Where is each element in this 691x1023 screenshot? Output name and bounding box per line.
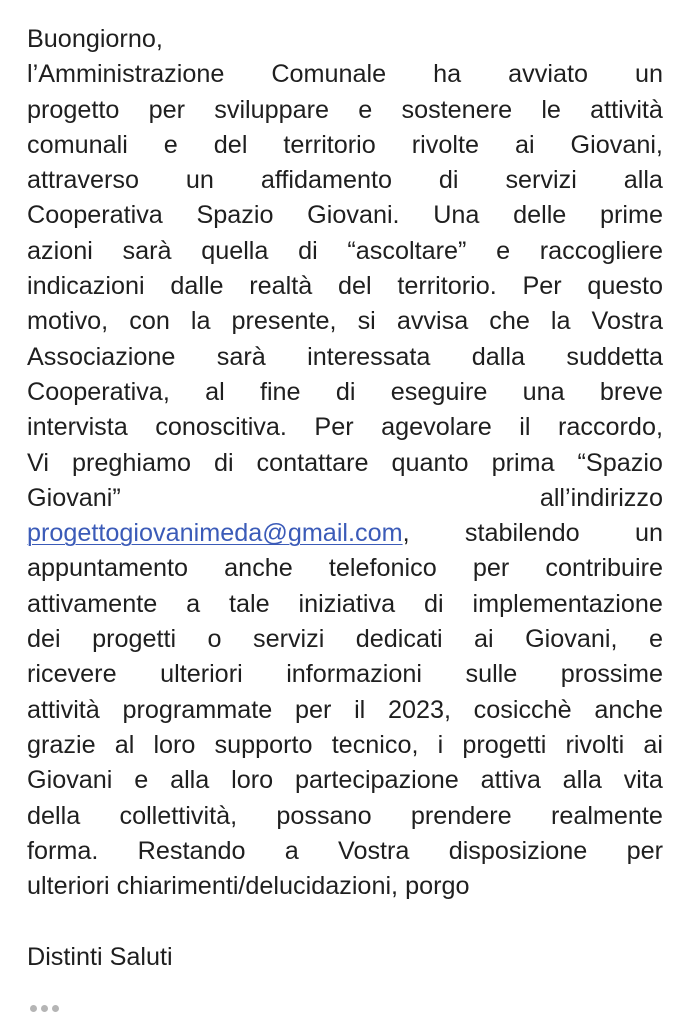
message-line: [27, 304, 663, 339]
message-line: [27, 446, 663, 481]
word: realtà: [249, 272, 313, 301]
word: progetto: [27, 95, 120, 124]
message-line: [27, 587, 663, 622]
word: la: [190, 307, 211, 336]
word: Giovani,: [570, 130, 663, 159]
message-line: [27, 622, 663, 657]
message-line: [27, 375, 663, 410]
word: all’indirizzo: [539, 483, 663, 512]
word: iniziativa: [298, 589, 396, 618]
signoff: Distinti Saluti: [27, 942, 173, 971]
message-line: [27, 269, 663, 304]
word: ulteriori: [27, 872, 110, 901]
word: 2023,: [387, 695, 451, 724]
word: azioni: [27, 236, 93, 265]
word: sviluppare: [214, 95, 330, 124]
word: e: [648, 625, 663, 654]
word: al: [205, 377, 225, 406]
word: quella: [201, 236, 269, 265]
message-line: [27, 198, 663, 233]
word: Comunale: [271, 60, 387, 89]
word: realmente: [550, 801, 663, 830]
word: implementazione: [472, 589, 663, 618]
word: questo: [587, 272, 663, 301]
word: appuntamento: [27, 554, 189, 583]
word: avviato: [508, 60, 588, 89]
word: delle: [513, 201, 567, 230]
word: prendere: [410, 801, 512, 830]
word: attiva: [480, 766, 541, 795]
word: attraverso: [27, 166, 139, 195]
word: e: [358, 95, 373, 124]
word: e: [496, 236, 511, 265]
word: dei: [27, 625, 61, 654]
message-line: [27, 163, 663, 198]
word: ha: [433, 60, 462, 89]
word: breve: [599, 377, 663, 406]
message-line: [27, 834, 663, 869]
ellipsis-icon[interactable]: [30, 1005, 59, 1012]
word: Giovani: [27, 766, 113, 795]
word: ai: [474, 625, 494, 654]
ellipsis-dot: [41, 1005, 48, 1012]
word: motivo,: [27, 307, 109, 336]
message-line: [27, 551, 663, 586]
word: raccogliere: [539, 236, 663, 265]
message-line: [27, 340, 663, 375]
word: disposizione: [448, 836, 588, 865]
word: collettività,: [119, 801, 238, 830]
word: raccordo,: [557, 413, 663, 442]
word: programmate: [122, 695, 273, 724]
word: partecipazione: [294, 766, 459, 795]
email-word: progettogiovanimeda@gmail.com,: [27, 519, 410, 548]
word: affidamento: [260, 166, 393, 195]
word: rivolti: [565, 730, 625, 759]
word: anche: [224, 554, 293, 583]
word: servizi: [252, 625, 325, 654]
word: o: [207, 625, 222, 654]
message-line: [27, 693, 663, 728]
word: ulteriori: [160, 660, 243, 689]
message-line: [27, 481, 663, 516]
word: di: [438, 166, 459, 195]
word: del: [338, 272, 372, 301]
word: dalle: [170, 272, 224, 301]
message-line: [27, 869, 663, 904]
message-line: [27, 93, 663, 128]
message-line: [27, 234, 663, 269]
word: un: [634, 60, 663, 89]
message-line: [27, 799, 663, 834]
word: al: [114, 730, 135, 759]
word: indicazioni: [27, 272, 145, 301]
word: Giovani.: [307, 201, 400, 230]
word: il: [354, 695, 366, 724]
message-line: [27, 128, 663, 163]
word: telefonico: [328, 554, 437, 583]
word: vita: [623, 766, 663, 795]
word: Cooperativa: [27, 201, 163, 230]
word: agevolare: [381, 413, 492, 442]
word: interessata: [307, 342, 431, 371]
word: alla: [170, 766, 210, 795]
email-link[interactable]: progettogiovanimeda@gmail.com: [27, 519, 403, 548]
ellipsis-dot: [52, 1005, 59, 1012]
word: che: [489, 307, 530, 336]
word: per: [148, 95, 186, 124]
word: i: [437, 730, 444, 759]
word: le: [541, 95, 561, 124]
word: contribuire: [545, 554, 663, 583]
word: conoscitiva.: [155, 413, 287, 442]
message-line: [27, 516, 663, 551]
word: “ascoltare”: [347, 236, 467, 265]
word: l’Amministrazione: [27, 60, 225, 89]
ellipsis-dot: [30, 1005, 37, 1012]
word: Giovani”: [27, 483, 121, 512]
word: grazie: [27, 730, 96, 759]
word: territorio: [283, 130, 376, 159]
word: forma.: [27, 836, 99, 865]
word: quanto: [391, 448, 469, 477]
word: stabilendo: [464, 519, 580, 548]
word: di: [213, 448, 234, 477]
word: un: [634, 519, 663, 548]
word: per: [294, 695, 332, 724]
word: per: [626, 836, 663, 865]
word: anche: [594, 695, 663, 724]
word: loro: [153, 730, 196, 759]
word: ricevere: [27, 660, 117, 689]
word: la: [550, 307, 571, 336]
word: preghiamo: [71, 448, 191, 477]
word: dalla: [471, 342, 525, 371]
word: progetti: [462, 730, 547, 759]
word: Una: [433, 201, 480, 230]
word: Associazione: [27, 342, 176, 371]
word: attività: [27, 695, 100, 724]
word: Restando: [137, 836, 246, 865]
word: di: [335, 377, 356, 406]
word: alla: [562, 766, 602, 795]
word: servizi: [505, 166, 577, 195]
word: sarà: [216, 342, 266, 371]
word: contattare: [256, 448, 369, 477]
word: suddetta: [566, 342, 663, 371]
message-line: [27, 763, 663, 798]
word: progetti: [92, 625, 177, 654]
word: sulle: [465, 660, 518, 689]
word: dedicati: [355, 625, 443, 654]
word: “Spazio: [577, 448, 663, 477]
word: fine: [259, 377, 301, 406]
word: e: [163, 130, 178, 159]
word: per: [472, 554, 510, 583]
word: loro: [231, 766, 274, 795]
message-paragraph: [27, 57, 663, 904]
word: avvisa: [396, 307, 469, 336]
word: Vi: [27, 448, 49, 477]
word: comunali: [27, 130, 128, 159]
word: con: [129, 307, 170, 336]
word: tale: [229, 589, 270, 618]
word: si: [357, 307, 376, 336]
word: del: [213, 130, 248, 159]
word: cosicchè: [473, 695, 572, 724]
word: il: [519, 413, 531, 442]
word: una: [522, 377, 565, 406]
word: rivolte: [411, 130, 479, 159]
word: a: [284, 836, 299, 865]
word: prima: [491, 448, 555, 477]
message-body: [27, 22, 663, 975]
paragraph-gap: [27, 904, 663, 939]
word: territorio.: [397, 272, 497, 301]
word: alla: [623, 166, 663, 195]
word: Cooperativa,: [27, 377, 170, 406]
word: supporto: [214, 730, 313, 759]
word: attività: [590, 95, 663, 124]
message-line: [27, 57, 663, 92]
word: possano: [276, 801, 372, 830]
word: sostenere: [401, 95, 513, 124]
word: Per: [522, 272, 562, 301]
message-line: [27, 728, 663, 763]
greeting: Buongiorno,: [27, 25, 163, 53]
word: eseguire: [390, 377, 488, 406]
word: Per: [314, 413, 354, 442]
word: informazioni: [286, 660, 422, 689]
word: porgo: [405, 872, 470, 901]
message-line: [27, 657, 663, 692]
message-line: [27, 410, 663, 445]
word: prime: [599, 201, 663, 230]
word: un: [185, 166, 214, 195]
word: a: [186, 589, 201, 618]
word: Vostra: [591, 307, 663, 336]
word: intervista: [27, 413, 128, 442]
word: di: [424, 589, 444, 618]
word: presente,: [231, 307, 337, 336]
word: Spazio: [196, 201, 274, 230]
word: e: [134, 766, 149, 795]
word: ai: [643, 730, 663, 759]
word: della: [27, 801, 81, 830]
word: tecnico,: [331, 730, 419, 759]
word: Vostra: [338, 836, 410, 865]
word: Giovani,: [525, 625, 618, 654]
word: di: [298, 236, 318, 265]
word: attivamente: [27, 589, 158, 618]
word: prossime: [560, 660, 663, 689]
word: chiarimenti/delucidazioni,: [116, 872, 399, 901]
word: ai: [514, 130, 535, 159]
word: sarà: [122, 236, 172, 265]
